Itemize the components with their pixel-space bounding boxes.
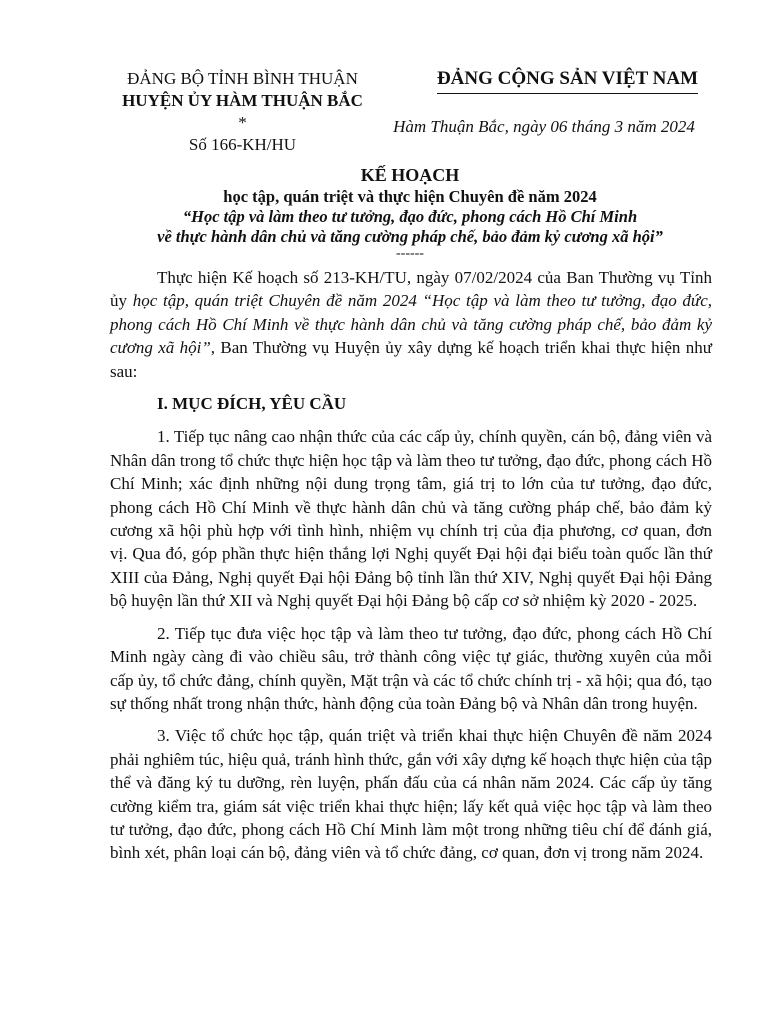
topic-quote-line-2: về thực hành dân chủ và tăng cường pháp chế, bảo đảm kỷ cương xã hội”	[157, 227, 663, 246]
document-subject: học tập, quán triệt và thực hiện Chuyên đề năm 2024	[223, 187, 597, 206]
document-body	[110, 266, 712, 874]
title-separator: ------	[396, 246, 424, 261]
issuing-authority-block	[100, 68, 385, 156]
district-committee-name: HUYỆN ỦY HÀM THUẬN BẮC	[122, 91, 363, 110]
province-party-name: ĐẢNG BỘ TỈNH BÌNH THUẬN	[127, 69, 358, 88]
document-type-title: KẾ HOẠCH	[360, 165, 460, 185]
place-and-date: Hàm Thuận Bắc, ngày 06 tháng 3 năm 2024	[393, 117, 695, 136]
party-name: ĐẢNG CỘNG SẢN VIỆT NAM	[437, 66, 698, 94]
section-item-2: 2. Tiếp tục đưa việc học tập và làm theo tư tưởng, đạo đức, phong cách Hồ Chí Minh ngày càng đi vào chiều sâu, trở thành công việc tự giác, thường xuyên của mỗi cấp ủy, tổ chức đảng, chính quyền, Mặt trận và các tổ chức chính trị - xã hội; qua đó, tạo sự thống nhất trong nhận thức, hành động của toàn Đảng bộ và Nhân dân trong huyện.	[110, 623, 712, 713]
document-title-block	[100, 163, 720, 261]
document-number: Số 166-KH/HU	[188, 135, 297, 154]
intro-text-italic: học tập, quán triệt Chuyên đề năm 2024 “Học tập và làm theo tư tưởng, đạo đức, phong cách Hồ Chí Minh về thực hành dân chủ và tăng cường pháp chế, bảo đảm kỷ cương xã hội”	[110, 291, 712, 358]
section-item-1: 1. Tiếp tục nâng cao nhận thức của các cấp ủy, chính quyền, cán bộ, đảng viên và Nhân dân trong tổ chức thực hiện học tập và làm theo tư tưởng, đạo đức, phong cách Hồ Chí Minh; xác định những nội dung trọng tâm, giá trị to lớn của tư tưởng, đạo đức, phong cách Hồ Chí Minh về thực hành dân chủ và tăng cường pháp chế, bảo đảm kỷ cương xã hội phù hợp với tình hình, nhiệm vụ chính trị của địa phương, cơ quan, đơn vị. Qua đó, góp phần thực hiện thắng lợi Nghị quyết Đại hội đại biểu toàn quốc lần thứ XIII của Đảng, Nghị quyết Đại hội Đảng bộ tỉnh lần thứ XIV, Nghị quyết Đại hội Đảng bộ huyện lần thứ XII và Nghị quyết Đại hội Đảng bộ cấp cơ sở nhiệm kỳ 2020 - 2025.	[110, 427, 712, 611]
topic-quote-line-1: “Học tập và làm theo tư tưởng, đạo đức, phong cách Hồ Chí Minh	[182, 207, 638, 226]
section-heading: I. MỤC ĐÍCH, YÊU CẦU	[157, 394, 347, 414]
intro-paragraph	[110, 266, 712, 383]
national-party-block	[420, 66, 715, 94]
intro-text-end: , Ban Thường vụ Huyện ủy xây dựng kế hoạch triển khai thực hiện như sau:	[110, 338, 712, 381]
header-star: *	[238, 113, 247, 132]
section-item-3: 3. Việc tổ chức học tập, quán triệt và triển khai thực hiện Chuyên đề năm 2024 phải nghiêm túc, hiệu quả, tránh hình thức, gắn với xây dựng kế hoạch thực hiện của tập thể và đăng ký tu dưỡng, rèn luyện, phấn đấu của cá nhân năm 2024. Các cấp ủy tăng cường kiểm tra, giám sát việc triển khai thực hiện; lấy kết quả việc học tập và làm theo tư tưởng, đạo đức, phong cách Hồ Chí Minh làm một trong những tiêu chí để đánh giá, bình xét, phân loại cán bộ, đảng viên và tổ chức đảng, cơ quan, đơn vị trong năm 2024.	[110, 726, 712, 863]
intro-text-start: Thực hiện Kế hoạch số 213-KH/TU, ngày 07/02/2024 của Ban Thường vụ Tỉnh ủy	[110, 268, 712, 311]
